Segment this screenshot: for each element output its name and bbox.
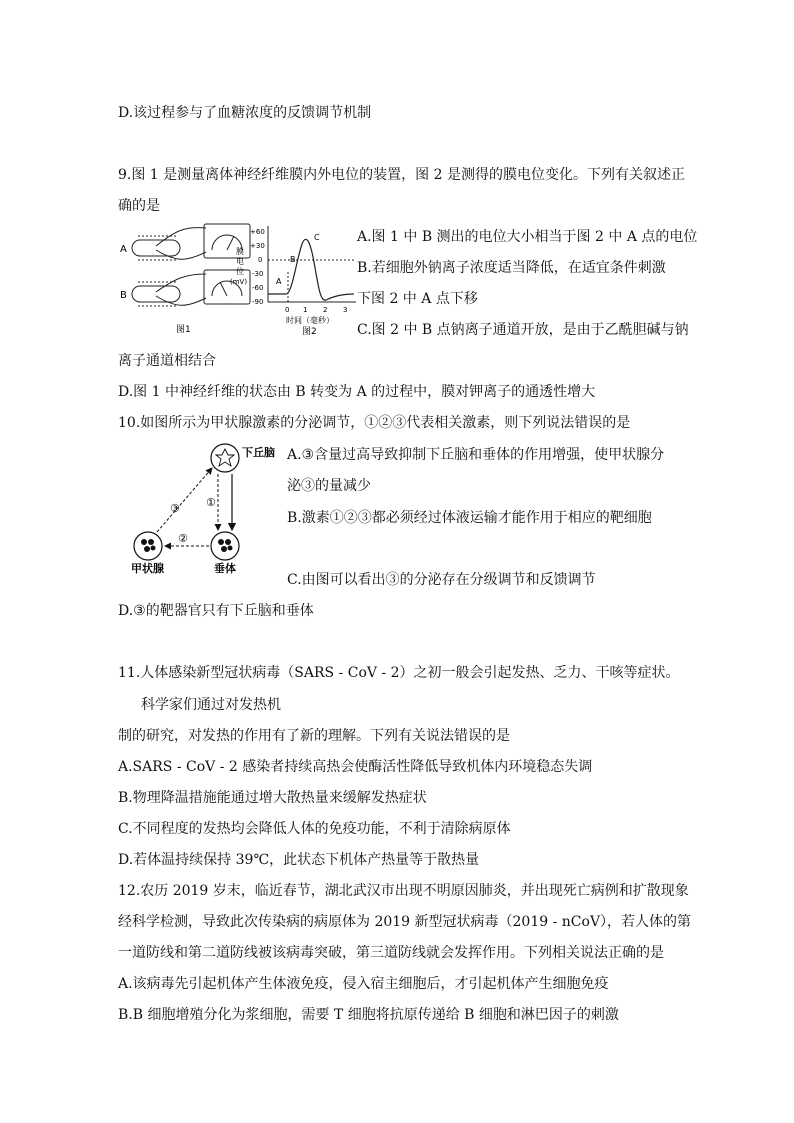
- thyroid-node: [134, 532, 162, 560]
- fig2-caption: 图2: [302, 327, 317, 337]
- hormone-1-label: ①: [206, 496, 216, 509]
- q11-stem-line3: 制的研究，对发热的作用有了新的理解。下列有关说法错误的是: [118, 728, 510, 744]
- q10-figure: [120, 438, 285, 578]
- q9-option-a: A.图 1 中 B 测出的电位大小相当于图 2 中 A 点的电位: [357, 229, 698, 245]
- q11-option-a: A.SARS - CoV - 2 感染者持续高热会使酶活性降低导致机体内环境稳态失调: [118, 759, 593, 775]
- fig2-ytick-m90: -90: [252, 298, 264, 306]
- q10-option-a-line1: A.③含量过高导致抑制下丘脑和垂体的作用增强，使甲状腺分: [287, 447, 665, 463]
- q9-option-c-line2: 离子通道相结合: [118, 353, 216, 369]
- fig1-setup-a: [132, 224, 250, 260]
- q12-stem-line2: 经科学检测，导致此次传染病的病原体为 2019 新型冠状病毒（2019 - nCoV），若人体的第: [118, 914, 692, 930]
- fig2-ytick-30: +30: [250, 242, 265, 250]
- hypothalamus-cell-icon: [216, 449, 234, 466]
- fig1-label-b: B: [120, 290, 127, 301]
- fig2-ylabel-2: 电: [236, 257, 244, 266]
- q10-option-b: B.激素①②③都必须经过体液运输才能作用于相应的靶细胞: [287, 510, 652, 526]
- fig1-label-a: A: [120, 244, 127, 255]
- hormone-2-label: ②: [178, 532, 188, 545]
- pituitary-label: 垂体: [214, 562, 236, 575]
- fig1-caption: 图1: [176, 325, 191, 335]
- q11-option-b: B.物理降温措施能通过增大散热量来缓解发热症状: [118, 790, 427, 806]
- fig2-xtick-3: 3: [343, 306, 348, 314]
- q10-stem: 10.如图所示为甲状腺激素的分泌调节，①②③代表相关激素，则下列说法错误的是: [118, 415, 631, 431]
- fig2-axes: [268, 226, 356, 302]
- q9-option-c-line1: C.图 2 中 B 点钠离子通道开放，是由于乙酰胆碱与钠: [357, 322, 689, 338]
- pituitary-cells-icon: [218, 539, 233, 552]
- fig2-ylabel-4: (mV): [230, 278, 248, 286]
- q12-stem-line1: 12.农历 2019 岁末，临近春节，湖北武汉市出现不明原因肺炎，并出现死亡病例和扩散现象: [118, 883, 689, 899]
- q10-option-c: C.由图可以看出③的分泌存在分级调节和反馈调节: [287, 572, 596, 588]
- fig2-point-c: C: [314, 233, 320, 242]
- fig2-point-a: A: [276, 277, 282, 286]
- fig2-ylabel-1: 膜: [236, 247, 244, 256]
- fig2-ytick-m30: -30: [252, 270, 264, 278]
- q9-option-b-line1: B.若细胞外钠离子浓度适当降低，在适宜条件刺激: [357, 260, 666, 276]
- pituitary-node: [211, 532, 239, 560]
- fig2-xtick-1: 1: [303, 306, 308, 314]
- q9-option-d: D.图 1 中神经纤维的状态由 B 转变为 A 的过程中，膜对钾离子的通透性增大: [118, 384, 596, 400]
- arrow-thyroid-to-hypothalamus: [157, 468, 212, 532]
- q9-stem-line1: 9.图 1 是测量离体神经纤维膜内外电位的装置，图 2 是测得的膜电位变化。下列有关叙述正: [118, 167, 685, 183]
- fig1-setup-b: [132, 270, 250, 306]
- thyroid-label: 甲状腺: [131, 562, 164, 575]
- fig2-ylabel-3: 位: [236, 267, 244, 276]
- q9-option-b-line2: 下图 2 中 A 点下移: [357, 291, 478, 307]
- fig2-point-b: B: [290, 255, 296, 264]
- q12-option-a: A.该病毒先引起机体产生体液免疫，侵入宿主细胞后，才引起机体产生细胞免疫: [118, 976, 609, 992]
- q11-stem-line1: 11.人体感染新型冠状病毒（SARS - CoV - 2）之初一般会引起发热、乏力、干咳等症状。: [118, 665, 680, 681]
- fig2-ytick-m60: -60: [252, 284, 264, 292]
- fig2-ytick-0: 0: [258, 256, 263, 264]
- q10-option-d: D.③的靶器官只有下丘脑和垂体: [118, 603, 314, 619]
- q9-figure: [116, 222, 358, 340]
- q12-stem-line3: 一道防线和第二道防线被该病毒突破，第三道防线就会发挥作用。下列相关说法正确的是: [118, 945, 664, 961]
- q10-option-a-line2: 泌③的量减少: [287, 478, 371, 494]
- q11-option-d: D.若体温持续保持 39℃，此状态下机体产热量等于散热量: [118, 852, 480, 868]
- thyroid-cells-icon: [141, 539, 156, 552]
- fig2-xlabel: 时间（毫秒）: [286, 316, 334, 325]
- hormone-3-label: ③: [170, 502, 180, 515]
- fig2-potential-curve: [268, 239, 354, 300]
- fig2-ytick-60: +60: [250, 228, 265, 236]
- q12-option-b: B.B 细胞增殖分化为浆细胞，需要 T 细胞将抗原传递给 B 细胞和淋巴因子的刺激: [118, 1007, 619, 1023]
- q11-option-c: C.不同程度的发热均会降低人体的免疫功能，不利于清除病原体: [118, 821, 511, 837]
- q11-stem-line2: 科学家们通过对发热机: [141, 697, 281, 713]
- q9-stem-line2: 确的是: [118, 198, 160, 214]
- fig2-xtick-2: 2: [323, 306, 328, 314]
- hypothalamus-label: 下丘脑: [242, 446, 275, 459]
- q8-option-d: D.该过程参与了血糖浓度的反馈调节机制: [118, 105, 372, 121]
- fig2-xtick-0: 0: [285, 306, 290, 314]
